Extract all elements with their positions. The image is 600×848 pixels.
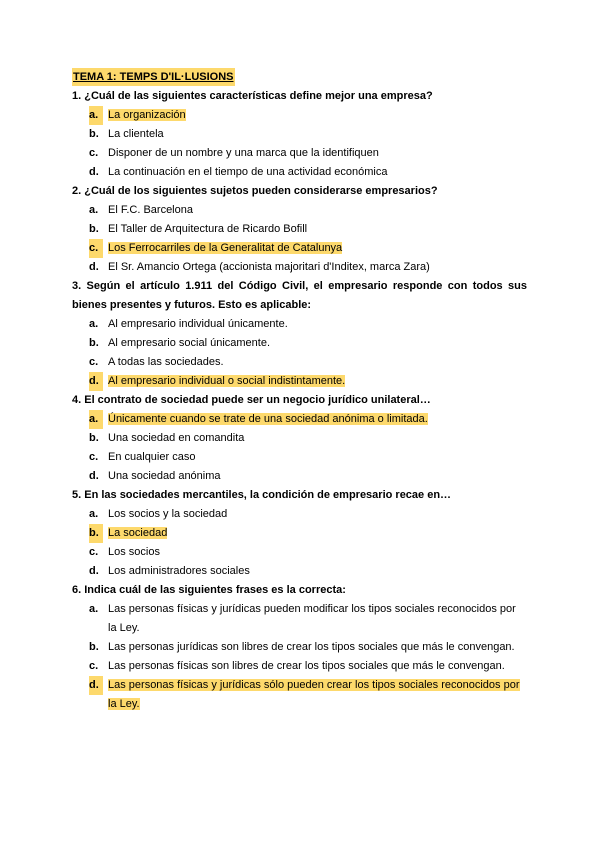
option-letter: d.	[89, 470, 99, 482]
question-list	[72, 87, 527, 714]
option-letter: c.	[89, 147, 99, 159]
document-content	[72, 68, 527, 714]
option-letter: c.	[89, 546, 99, 558]
option-text: Los administradores sociales	[108, 565, 250, 577]
question-4: 4. El contrato de sociedad puede ser un negocio jurídico unilateral…	[72, 394, 431, 406]
answer-option	[72, 543, 527, 562]
option-letter: a.	[89, 603, 99, 615]
question-5: 5. En las sociedades mercantiles, la condición de empresario recae en…	[72, 489, 452, 501]
option-letter: a.	[89, 106, 103, 125]
page-title: TEMA 1: TEMPS D'IL·LUSIONS	[72, 68, 235, 86]
answer-option	[72, 353, 527, 372]
option-text: El Taller de Arquitectura de Ricardo Bofill	[108, 223, 308, 235]
option-text: Los socios	[108, 546, 160, 558]
answer-option	[72, 429, 527, 448]
option-letter: c.	[89, 660, 99, 672]
answer-option	[72, 239, 527, 258]
option-text: El F.C. Barcelona	[108, 204, 193, 216]
option-letter: d.	[89, 676, 103, 695]
option-letter: b.	[89, 524, 103, 543]
option-letter: b.	[89, 337, 99, 349]
answer-option	[72, 334, 527, 353]
question-2-options	[72, 201, 527, 277]
option-letter: a.	[89, 318, 99, 330]
option-letter: d.	[89, 372, 103, 391]
option-letter: b.	[89, 128, 99, 140]
highlighted-answer-text: Los Ferrocarriles de la Generalitat de Catalunya	[108, 242, 343, 254]
option-letter: d.	[89, 261, 99, 273]
option-text: El Sr. Amancio Ortega (accionista majoritari d'Inditex, marca Zara)	[108, 261, 430, 273]
option-text: Las personas físicas y jurídicas pueden modificar los tipos sociales reconocidos por la Ley.	[108, 603, 516, 634]
answer-option	[72, 505, 527, 524]
answer-option	[72, 220, 527, 239]
option-letter: c.	[89, 356, 99, 368]
answer-option	[72, 657, 527, 676]
question-6-options	[72, 600, 527, 714]
answer-option	[72, 163, 527, 182]
option-letter: c.	[89, 451, 99, 463]
option-letter: d.	[89, 565, 99, 577]
option-text: Las personas jurídicas son libres de crear los tipos sociales que más le convengan.	[108, 641, 515, 653]
answer-option	[72, 315, 527, 334]
option-text: A todas las sociedades.	[108, 356, 224, 368]
option-text: Una sociedad en comandita	[108, 432, 245, 444]
option-letter: a.	[89, 508, 99, 520]
answer-option	[72, 106, 527, 125]
highlighted-answer-text: Al empresario individual o social indistintamente.	[108, 375, 346, 387]
option-text: En cualquier caso	[108, 451, 196, 463]
answer-option	[72, 676, 527, 714]
option-letter: a.	[89, 204, 99, 216]
question-2: 2. ¿Cuál de los siguientes sujetos pueden considerarse empresarios?	[72, 185, 438, 197]
option-letter: b.	[89, 641, 99, 653]
answer-option	[72, 638, 527, 657]
question-6: 6. Indica cuál de las siguientes frases es la correcta:	[72, 584, 346, 596]
option-text: La continuación en el tiempo de una actividad económica	[108, 166, 388, 178]
answer-option	[72, 467, 527, 486]
option-letter: d.	[89, 166, 99, 178]
answer-option	[72, 448, 527, 467]
option-text: Los socios y la sociedad	[108, 508, 228, 520]
question-3: 3. Según el artículo 1.911 del Código Civil, el empresario responde con todos sus bienes presentes y futuros. Esto es aplicable:	[72, 280, 527, 311]
answer-option	[72, 258, 527, 277]
option-letter: b.	[89, 223, 99, 235]
option-letter: a.	[89, 410, 103, 429]
answer-option	[72, 201, 527, 220]
answer-option	[72, 524, 527, 543]
answer-option	[72, 125, 527, 144]
question-3-options	[72, 315, 527, 391]
question-4-options	[72, 410, 527, 486]
answer-option	[72, 600, 527, 638]
option-text: Al empresario individual únicamente.	[108, 318, 288, 330]
option-text: Disponer de un nombre y una marca que la identifiquen	[108, 147, 379, 159]
answer-option	[72, 372, 527, 391]
option-text: Una sociedad anónima	[108, 470, 221, 482]
question-1-options	[72, 106, 527, 182]
option-letter: c.	[89, 239, 103, 258]
highlighted-answer-text: La sociedad	[108, 527, 168, 539]
highlighted-answer-text: Las personas físicas y jurídicas sólo pueden crear los tipos sociales reconocidos por la Ley.	[108, 679, 520, 710]
highlighted-answer-text: La organización	[108, 109, 186, 121]
question-5-options	[72, 505, 527, 581]
question-1: 1. ¿Cuál de las siguientes características define mejor una empresa?	[72, 90, 433, 102]
option-letter: b.	[89, 432, 99, 444]
answer-option	[72, 410, 527, 429]
answer-option	[72, 144, 527, 163]
option-text: Las personas físicas son libres de crear los tipos sociales que más le convengan.	[108, 660, 505, 672]
option-text: Al empresario social únicamente.	[108, 337, 271, 349]
highlighted-answer-text: Únicamente cuando se trate de una sociedad anónima o limitada.	[108, 413, 428, 425]
answer-option	[72, 562, 527, 581]
option-text: La clientela	[108, 128, 164, 140]
